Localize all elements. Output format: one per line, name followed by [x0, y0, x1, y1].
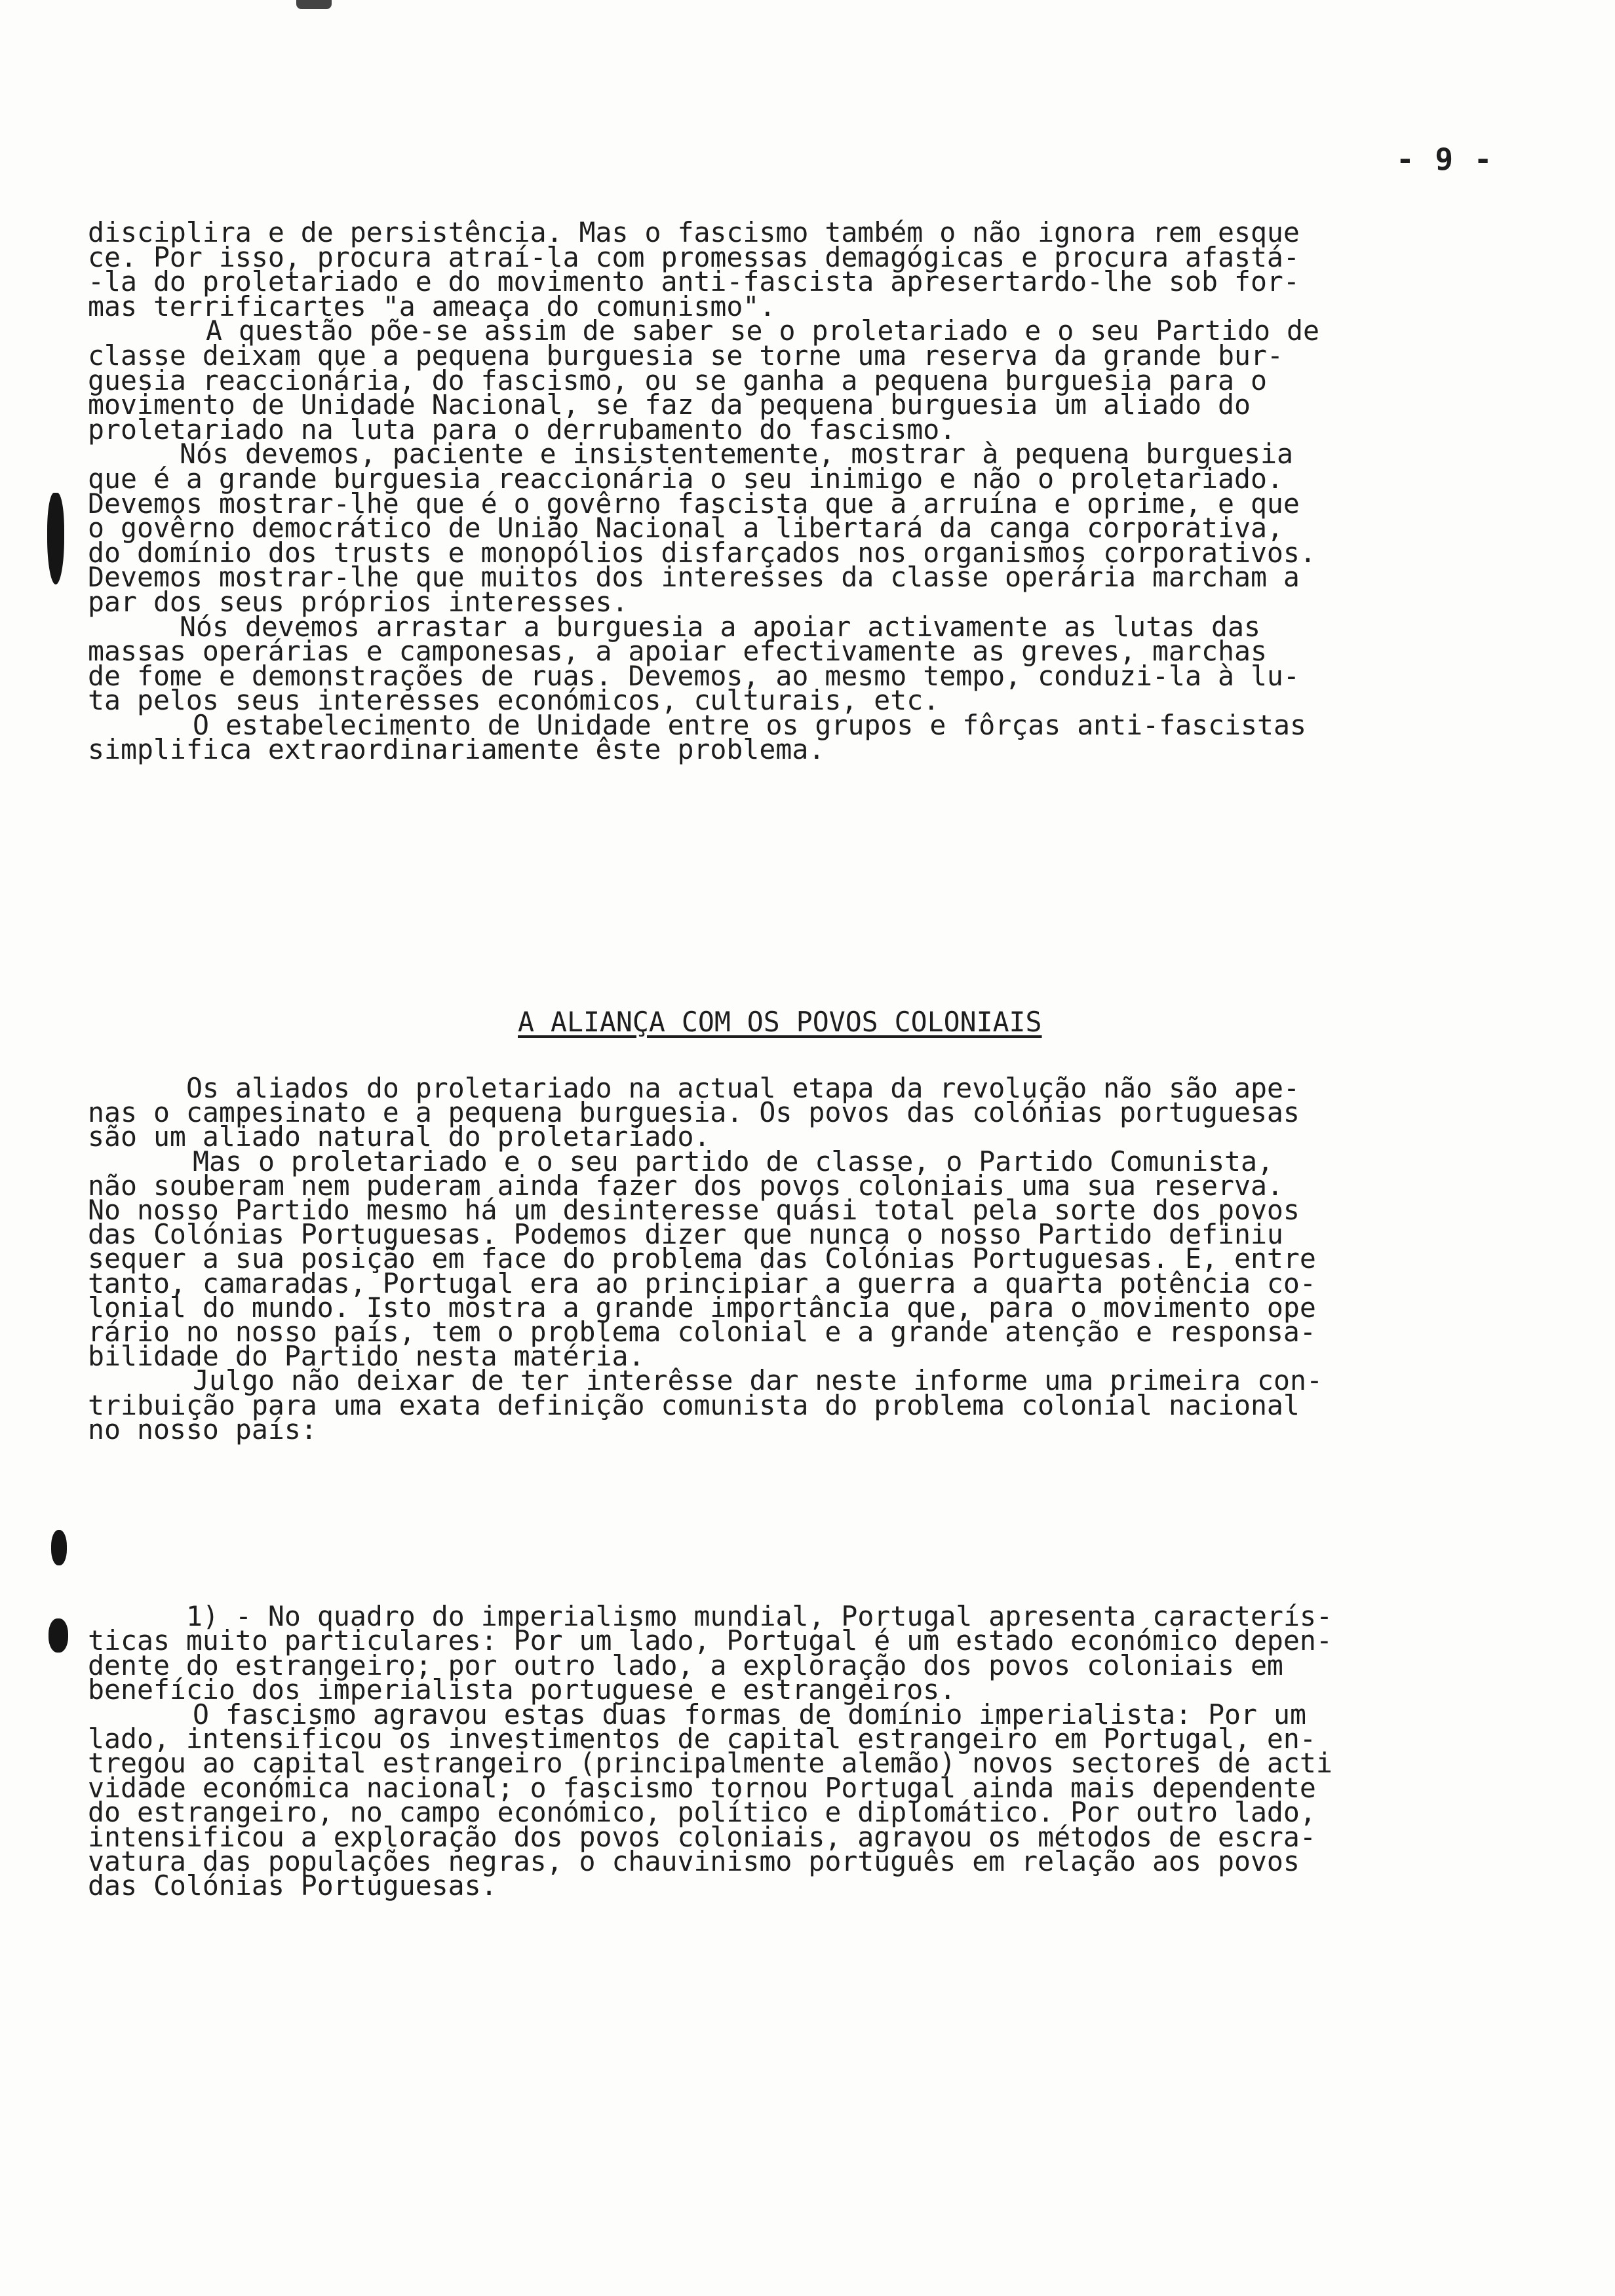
text-line: de fome e demonstrações de ruas. Devemos, ao mesmo tempo, conduzi-la à lu- [88, 659, 1300, 692]
text-line: tribuição para uma exata definição comunista do problema colonial nacional [88, 1388, 1300, 1421]
text-line: sequer a sua posição em face do problema das Colónias Portuguesas. E, entre [88, 1242, 1316, 1275]
text-line: vatura das populações negras, o chauvinismo português em relação aos povos [88, 1845, 1300, 1878]
text-line: que é a grande burguesia reaccionária o seu inimigo e não o proletariado. [88, 462, 1283, 495]
text-line: benefício dos imperialista portuguese e estrangeiros. [88, 1674, 956, 1706]
ink-mark [296, 0, 332, 9]
text-line: ce. Por isso, procura atraí-la com promessas demagógicas e procura afastá- [88, 240, 1300, 273]
text-line: O fascismo agravou estas duas formas de domínio imperialista: Por um [193, 1698, 1306, 1731]
text-line: classe deixam que a pequena burguesia se torne uma reserva da grande bur- [88, 339, 1283, 372]
text-line: Os aliados do proletariado na actual etapa da revolução não são ape- [186, 1072, 1300, 1104]
text-line: lado, intensificou os investimentos de capital estrangeiro em Portugal, en- [88, 1723, 1316, 1755]
text-line: das Colónias Portuguesas. [88, 1869, 497, 1902]
text-line: disciplira e de persistência. Mas o fascismo também o não ignora rem esque [88, 216, 1300, 248]
body-section-povos-coloniais [88, 1072, 1556, 1445]
text-line: Nós devemos, paciente e insistentemente, mostrar à pequena burguesia [180, 438, 1293, 470]
text-line: lonial do mundo. Isto mostra a grande importância que, para o movimento ope [88, 1291, 1316, 1324]
text-line: do domínio dos trusts e monopólios disfarçados nos organismos corporativos. [88, 536, 1316, 569]
ink-smudge [49, 1618, 68, 1653]
text-line: das Colónias Portuguesas. Podemos dizer que nunca o nosso Partido definiu [88, 1218, 1283, 1251]
text-line: A questão põe-se assim de saber se o proletariado e o seu Partido de [206, 315, 1319, 347]
body-section-imperialismo [88, 1600, 1556, 1902]
text-line: são um aliado natural do proletariado. [88, 1120, 710, 1153]
text-line: massas operárias e camponesas, a apoiar efectivamente as greves, marchas [88, 635, 1267, 668]
text-line: rário no nosso país, tem o problema colonial e a grande atenção e responsa- [88, 1316, 1316, 1349]
text-line: Nós devemos arrastar a burguesia a apoiar activamente as lutas das [180, 610, 1261, 643]
text-line: mas terrificartes "a ameaça do comunismo". [88, 290, 776, 322]
text-line: tregou ao capital estrangeiro (principalmente alemão) novos sectores de acti [88, 1747, 1333, 1780]
text-line: o govêrno democrático de União Nacional a libertará da canga corporativa, [88, 512, 1283, 545]
text-line: nas o campesinato e a pequena burguesia. Os povos das colónias portuguesas [88, 1096, 1300, 1129]
text-line: Mas o proletariado e o seu partido de classe, o Partido Comunista, [193, 1145, 1274, 1177]
text-line: O estabelecimento de Unidade entre os grupos e fôrças anti-fascistas [193, 708, 1306, 741]
text-line: Devemos mostrar-lhe que muitos dos interesses da classe operária marcham a [88, 561, 1300, 594]
text-line: par dos seus próprios interesses. [88, 585, 629, 618]
text-line: proletariado na luta para o derrubamento do fascismo. [88, 413, 956, 446]
text-line: guesia reaccionária, do fascismo, ou se ganha a pequena burguesia para o [88, 364, 1267, 396]
text-line: intensificou a exploração dos povos coloniais, agravou os métodos de escra- [88, 1820, 1316, 1853]
text-line: simplifica extraordinariamente êste problema. [88, 733, 825, 766]
section-heading: A ALIANÇA COM OS POVOS COLONIAIS [518, 1006, 1042, 1038]
text-line: No nosso Partido mesmo há um desinteresse quási total pela sorte dos povos [88, 1194, 1300, 1227]
body-section-pequena-burguesia [88, 216, 1556, 766]
text-line: vidade económica nacional; o fascismo tornou Portugal ainda mais dependente [88, 1771, 1316, 1804]
text-line: tanto, camaradas, Portugal era ao principiar a guerra a quarta potência co- [88, 1267, 1316, 1299]
page-number: - 9 - [1396, 142, 1494, 177]
text-line: movimento de Unidade Nacional, se faz da pequena burguesia um aliado do [88, 389, 1251, 421]
text-line: dente do estrangeiro; por outro lado, a exploração dos povos coloniais em [88, 1649, 1283, 1681]
text-line: 1) - No quadro do imperialismo mundial, Portugal apresenta caracterís- [186, 1600, 1333, 1632]
text-line: ticas muito particulares: Por um lado, Portugal é um estado económico depen- [88, 1624, 1333, 1657]
text-line: Devemos mostrar-lhe que é o govêrno fascista que a arruína e oprime, e que [88, 487, 1300, 520]
ink-smudge [47, 493, 64, 584]
text-line: ta pelos seus interesses económicos, culturais, etc. [88, 684, 940, 717]
text-line: do estrangeiro, no campo económico, político e diplomático. Por outro lado, [88, 1796, 1316, 1829]
text-line: -la do proletariado e do movimento anti-fascista apresertardo-lhe sob for- [88, 265, 1300, 298]
ink-smudge [51, 1530, 67, 1565]
text-line: bilidade do Partido nesta matéria. [88, 1340, 645, 1373]
text-line: Julgo não deixar de ter interêsse dar neste informe uma primeira con- [193, 1364, 1323, 1397]
text-line: não souberam nem puderam ainda fazer dos povos coloniais uma sua reserva. [88, 1169, 1283, 1202]
text-line: no nosso país: [88, 1413, 317, 1445]
